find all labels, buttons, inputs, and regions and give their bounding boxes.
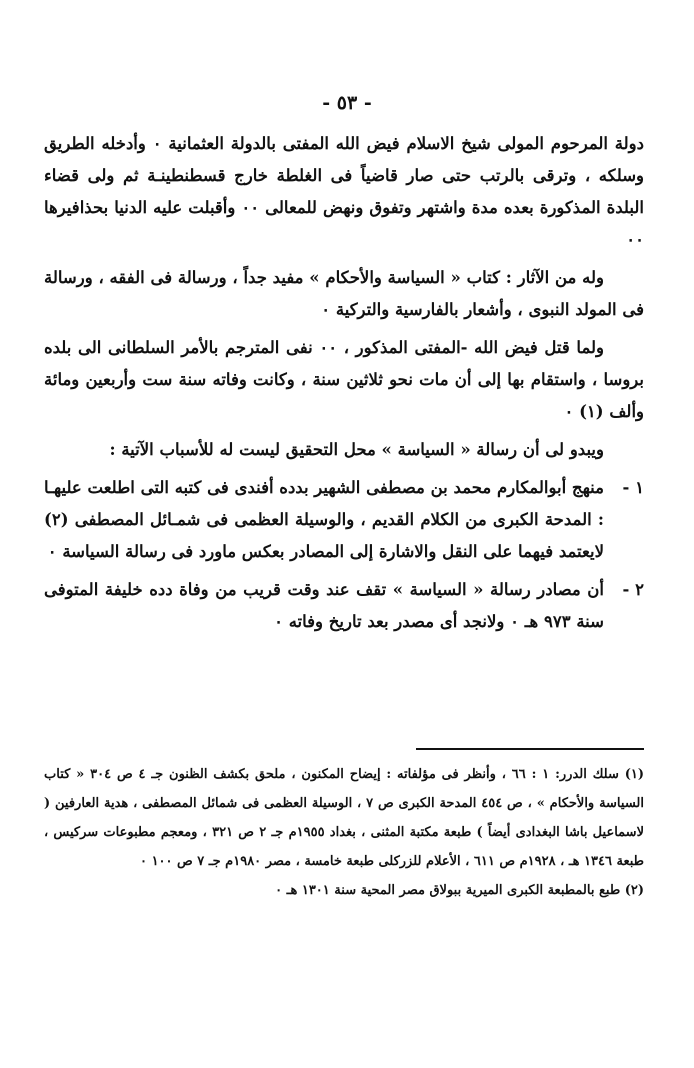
list-item [44,472,644,568]
list-item-number: ١ - [622,478,644,497]
paragraph-works: وله من الآثار : كتاب « السياسة والأحكام » مفيد جداً ، ورسالة فى الفقه ، ورسالة فى المولد النبوى ، وأشعار بالفارسية والتركية ٠ [44,268,644,319]
paragraph-exile-death: ولما قتل فيض الله -المفتى المذكور ، ٠٠ نفى المترجم بالأمر السلطانى الى بلده بروسا ، واستقام بها إلى أن مات نحو ثلاثين سنة ، وكانت وفاته سنة ست وأربعين ومائة وألف (١) ٠ [44,338,644,421]
paragraph-authorship-doubt: ويبدو لى أن رسالة « السياسة » محل التحقيق ليست له للأسباب الآتية : [109,440,604,459]
list-item [44,574,644,638]
list-item-text: أن مصادر رسالة « السياسة » تقف عند وقت قريب من وفاة دده خليفة المتوفى سنة ٩٧٣ هـ ٠ ولانجد أى مصدر بعد تاريخ وفاته ٠ [44,580,604,631]
list-item-text: منهج أبوالمكارم محمد بن مصطفى الشهير بدده أفندى فى كتبه التى اطلعت عليهـا : المدحة الكبرى من الكلام القديم ، والوسيلة العظمى فى شمـائل المصطفى (٢) لايعتمد فيهما على النقل والاشارة إلى المصادر بعكس ماورد فى رسالة السياسة ٠ [44,478,604,561]
footnotes [44,760,644,905]
footnote-separator [416,748,644,750]
footnote-1: (١) سلك الدرر: ١ : ٦٦ ، وأنظر فى مؤلفاته : إيضاح المكنون ، ملحق بكشف الظنون جـ ٤ ص ٣٠٤ « كتاب السياسة والأحكام » ، ص ٤٥٤ المدحة الكبرى ص ٧ ، الوسيلة العظمى فى شمائل المصطفى ، هدية العارفين ( لاسماعيل باشا البغدادى أيضاً ) طبعة مكتبة المثنى ، بغداد ١٩٥٥م جـ ٢ ص ٣٢١ ، ومعجم مطبوعات سركيس ، طبعة ١٣٤٦ هـ ، ١٩٢٨م ص ٦١١ ، الأعلام للزركلى طبعة خامسة ، مصر ١٩٨٠م جـ ٧ ص ١٠٠ ٠ [44,767,644,869]
main-text [44,128,644,644]
paragraph-biography: دولة المرحوم المولى شيخ الاسلام فيض الله المفتى بالدولة العثمانية ٠ وأدخله الطريق وسلكه ، وترقى بالرتب حتى صار قاضياً فى الغلطة خارج قسطنطينـة ثم ولى قضاء البلدة المذكورة بعده مدة واشتهر وتفوق ونهض للمعالى ٠٠ وأقبلت عليه الدنيا بحذافيرها ٠٠ [44,134,644,249]
list-item-number: ٢ - [622,580,644,599]
page-number: - ٥٣ - [322,92,372,114]
footnote-2: (٢) طبع بالمطبعة الكبرى الميرية ببولاق مصر المحية سنة ١٣٠١ هـ ٠ [275,883,644,898]
